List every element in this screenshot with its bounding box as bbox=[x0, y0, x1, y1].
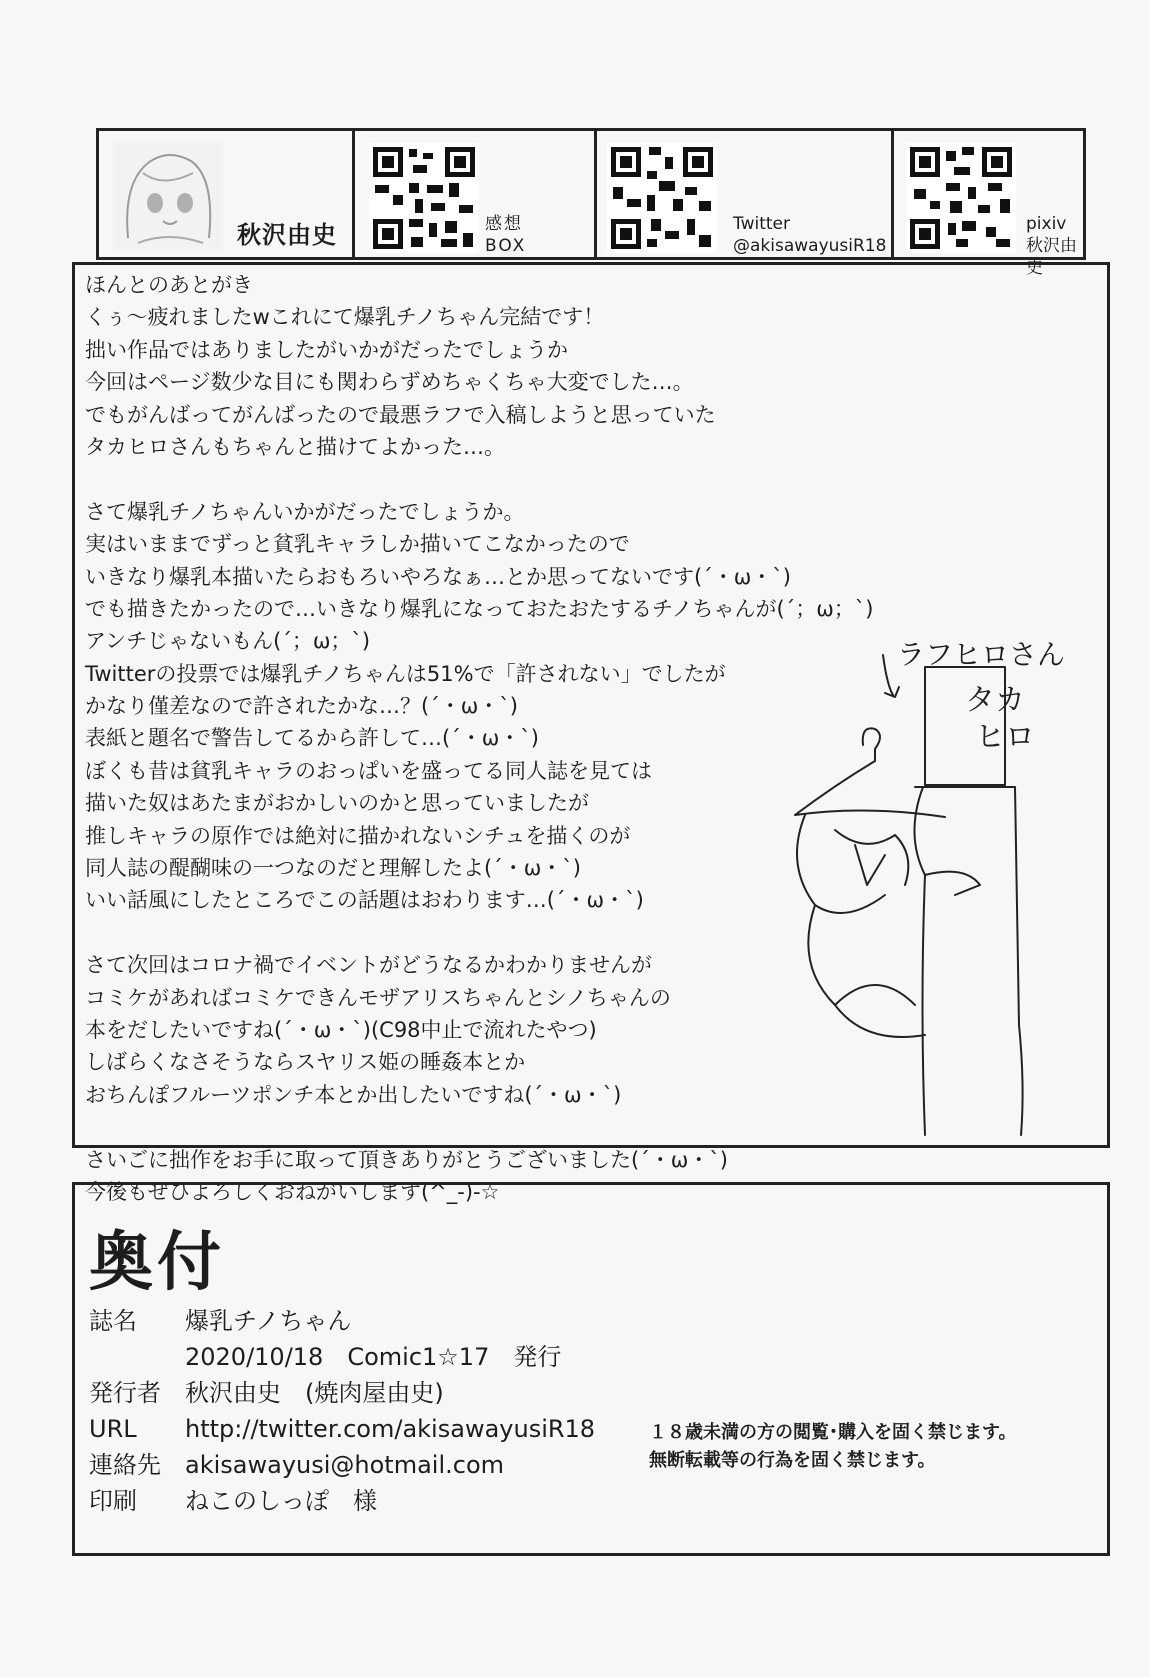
afterword-line: さて次回はコロナ禍でイベントがどうなるかわかりませんが bbox=[85, 953, 652, 978]
qr-label-line: 感想 bbox=[485, 214, 523, 234]
qr-code-icon[interactable] bbox=[369, 143, 479, 253]
afterword-line: 拙い作品ではありましたがいかがだったでしょうか bbox=[85, 337, 568, 362]
afterword-line: 推しキャラの原作では絶対に描かれないシチュを描くのが bbox=[85, 823, 631, 848]
sketch-head-text: ヒロ bbox=[975, 720, 1035, 755]
afterword-line: さいごに拙作をお手に取って頂きありがとうございました(´・ω・`) bbox=[85, 1147, 728, 1172]
afterword-line: いきなり爆乳本描いたらおもろいやろなぁ…とか思ってないです(´・ω・`) bbox=[85, 564, 791, 589]
colophon-key: 誌名 bbox=[89, 1307, 137, 1335]
afterword-line: さて爆乳チノちゃんいかがだったでしょうか。 bbox=[85, 499, 525, 524]
rough-sketch-drawing bbox=[775, 683, 1075, 1145]
afterword-line: 同人誌の醍醐味の一つなのだと理解したよ(´・ω・`) bbox=[85, 856, 581, 881]
afterword-box bbox=[72, 262, 1110, 1204]
afterword-line: いい話風にしたところでこの話題はおわります…(´・ω・`) bbox=[85, 888, 644, 913]
afterword-line: ほんとのあとがき bbox=[85, 273, 253, 297]
colophon-value: 爆乳チノちゃん bbox=[185, 1307, 352, 1335]
header-strip bbox=[96, 128, 1086, 278]
qr-label-line: Twitter bbox=[733, 214, 790, 234]
colophon-title: 奥付 bbox=[89, 1226, 225, 1300]
colophon-row bbox=[89, 1483, 595, 1519]
author-cell bbox=[99, 131, 352, 257]
qr-cell-feedback bbox=[352, 131, 594, 257]
colophon-key: 発行者 bbox=[89, 1379, 161, 1407]
afterword-line: 表紙と題名で警告してるから許して…(´・ω・`) bbox=[85, 726, 539, 751]
afterword-line: 今回はページ数少な目にも関わらずめちゃくちゃ大変でした…。 bbox=[85, 370, 694, 395]
afterword-line: ぼくも昔は貧乳キャラのおっぱいを盛ってる同人誌を見ては bbox=[85, 758, 652, 783]
afterword-line: 本をだしたいですね(´・ω・`)(C98中止で流れたやつ) bbox=[85, 1017, 597, 1042]
afterword-line: おちんぽフルーツポンチ本とか出したいですね(´・ω・`) bbox=[85, 1082, 622, 1107]
qr-label-feedback bbox=[485, 213, 526, 257]
afterword-line: くぅ〜疲れましたwこれにて爆乳チノちゃん完結です！ bbox=[85, 305, 605, 330]
qr-cell-twitter bbox=[594, 131, 891, 257]
qr-label-line: pixiv bbox=[1026, 214, 1067, 234]
colophon-value: 2020/10/18 Comic1☆17 発行 bbox=[185, 1343, 562, 1371]
qr-label-line: BOX bbox=[485, 236, 527, 256]
author-name: 秋沢由史 bbox=[237, 221, 337, 249]
afterword-line: でも描きたかったので…いきなり爆乳になっておたおたするチノちゃんが(´；ω；`) bbox=[85, 596, 874, 621]
colophon-row bbox=[89, 1375, 595, 1411]
colophon-rows bbox=[89, 1303, 595, 1519]
colophon-value: ねこのしっぽ 様 bbox=[185, 1487, 377, 1515]
colophon-row bbox=[89, 1411, 595, 1447]
afterword-line: 描いた奴はあたまがおかしいのかと思っていましたが bbox=[85, 791, 589, 816]
afterword-line: しばらくなさそうならスヤリス姫の睡姦本とか bbox=[85, 1050, 526, 1075]
qr-code-icon[interactable] bbox=[906, 143, 1016, 253]
afterword-line: 実はいままでずっと貧乳キャラしか描いてこなかったので bbox=[85, 532, 630, 557]
afterword-line: Twitterの投票では爆乳チノちゃんは51%で「許されない」でしたが bbox=[85, 661, 726, 686]
afterword-line: タカヒロさんもちゃんと描けてよかった…。 bbox=[85, 434, 505, 459]
colophon-row bbox=[89, 1303, 595, 1339]
afterword-line: 今後もぜひよろしくおねがいします(^_-)-☆ bbox=[85, 1179, 500, 1204]
colophon-box bbox=[72, 1182, 1110, 1556]
qr-code-icon[interactable] bbox=[607, 143, 717, 253]
afterword-line: でもがんばってがんばったので最悪ラフで入稿しようと思っていた bbox=[85, 402, 716, 427]
notice-line: 無断転載等の行為を固く禁じます。 bbox=[649, 1450, 936, 1471]
colophon-key: 連絡先 bbox=[89, 1451, 161, 1479]
afterword-line: かなり僅差なので許されたかな…？(´・ω・`) bbox=[85, 694, 518, 719]
afterword-line: アンチじゃないもん(´；ω；`) bbox=[85, 629, 371, 654]
sketch-label: ラフヒロさん bbox=[897, 638, 1066, 671]
afterword-line bbox=[85, 463, 1095, 495]
sketch-head-text: タカ bbox=[965, 683, 1025, 718]
colophon-row bbox=[89, 1339, 595, 1375]
colophon-key: URL bbox=[89, 1415, 137, 1443]
colophon-value[interactable]: akisawayusi@hotmail.com bbox=[185, 1451, 505, 1479]
qr-label-line: @akisawayusiR18 bbox=[733, 236, 887, 256]
colophon-notices bbox=[649, 1419, 1017, 1475]
qr-label-line: 秋沢由史 bbox=[1026, 236, 1077, 278]
colophon-key: 印刷 bbox=[89, 1487, 137, 1515]
qr-label-twitter bbox=[733, 213, 886, 257]
colophon-value: 秋沢由史 (焼肉屋由史) bbox=[185, 1379, 444, 1407]
colophon-row bbox=[89, 1447, 595, 1483]
colophon-value[interactable]: http://twitter.com/akisawayusiR18 bbox=[185, 1415, 596, 1443]
afterword-line: コミケがあればコミケできんモザアリスちゃんとシノちゃんの bbox=[85, 985, 671, 1010]
notice-line: １８歳未満の方の閲覧･購入を固く禁じます。 bbox=[649, 1422, 1017, 1443]
author-avatar bbox=[113, 143, 223, 249]
qr-cell-pixiv bbox=[891, 131, 1083, 278]
